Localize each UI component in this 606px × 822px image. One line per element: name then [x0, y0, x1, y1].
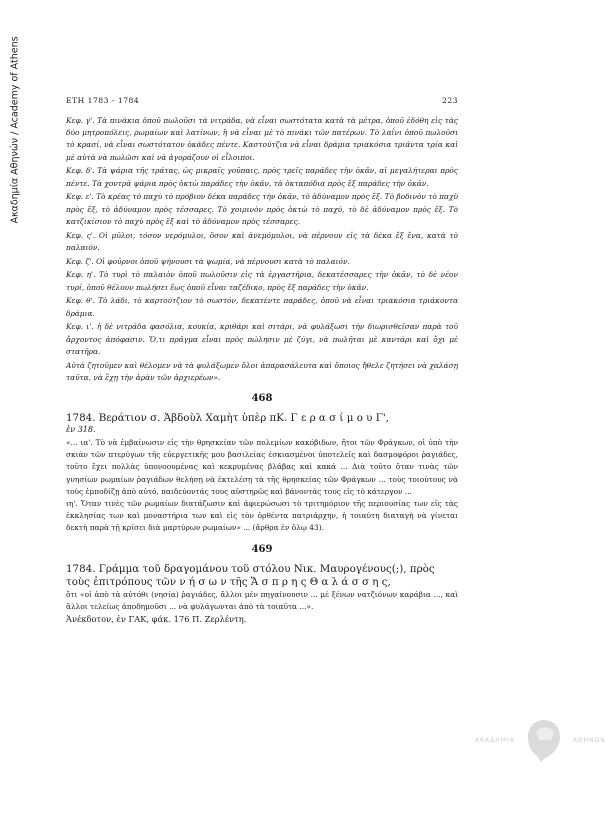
entry-heading-468: 1784. Βεράτιον σ. Ἀβδοὺλ Χαμὴτ ὑπὲρ πΚ. Γ ε ρ α σ ί μ ο υ Γ', — [66, 412, 389, 425]
paragraph-chapter-9: Κεφ. θ'. Τὸ λάδι, τὸ καρτούτζιον τὸ σωστόν, δεκατέντε παράδες, ὁποῦ νὰ εἶναι τριακόσια τριάκοντα δράμια. — [66, 296, 458, 318]
paragraph-chapter-8: Κεφ. η'. Τὸ τυρὶ τὸ παλαιὸν ὁποῦ πωλοῦσιν εἰς τὰ ἐργαστήρια, δεκατέσσαρες τὴν ὀκᾶν, τὸ δὲ νέον τυρί, ὁποῦ θέλουν πωλήσει ἕως ὁποῦ εἶναι ταζέδικο, πρὸς ἕξ παράδες τὴν ὀκᾶν. — [66, 270, 458, 292]
document-number-468: 468 — [251, 393, 273, 405]
paragraph-chapter-7: Κεφ. ζ'. Οἱ φοῦρνοι ὁποῦ ψήνουσι τὰ ψωμία, νὰ πέρνουσι κατὰ τὸ παλαιόν. — [66, 256, 350, 266]
entry-source-469: Ἀνέκδοτον, ἐν ΓΑΚ, φάκ. 176 Π. Ζερλέντη. — [66, 614, 247, 625]
entry-sub-468: ἐν 318. — [66, 425, 96, 435]
document-number-469: 469 — [251, 543, 273, 555]
paragraph-chapter-4: Κεφ. δ'. Τὰ ψάρια τῆς τράτας, ὡς μικραῖς γοῦπαις, πρὸς τρεῖς παράδες τὴν ὀκᾶν, αἱ μεγαλήτεραι πρὸς πέντε. Τὰ χοντρὰ ψάρια πρὸς ὀκτὼ παράδες τὴν ὀκᾶν, τὰ ὀκταπόδια πρὸς ἕξ παράδες τὴν ὀκᾶν. — [66, 166, 458, 188]
entry-quote-468-cont: ιη'. Ὅταν τινὲς τῶν ρωμαίων διατάζωσιν καὶ ἀφιερώσωσι τὸ τριτημόριον τῆς περιουσίας των εἰς τὰς ἐκκλησίας των καὶ μοναστήρια των καὶ εἰς τὸν ὀρθέντα πατριάρχην, ἡ τοιαύτη διαταγὴ νὰ γίνεται δεκτὴ παρὰ τῇ κρίσει διὰ μαρτύρων ρωμαίων» ... (ἄρθρα ἐν ὅλῳ 43). — [66, 499, 458, 533]
paragraph-closing: Αὐτὰ ζητοῦμεν καὶ θέλομεν νὰ τὰ φυλάξωμεν ὅλοι ἀπαρασάλευτα καὶ ὅποιος ἤθελε ζητήσει νὰ χαλάσῃ ταῦτα, νὰ ἔχῃ τὴν ἀρὰν τῶν ἀρχιερέων». — [66, 360, 458, 382]
paragraph-chapter-5: Κεφ. ε'. Τὸ κρέας τὸ παχὺ τὸ πρόβιον δέκα παράδες τὴν ὀκᾶν, τὸ ἀδύναμον πρὸς ἕξ. Τὸ βοδινὸν τὸ παχὺ πρὸς ἕξ, τὸ ἀδύναμον πρὸς τέσσαρες. Τὸ χοιρινὸν πρὸς ὀκτὼ τὸ παχύ, τὸ δὲ ἀδύναμον πρὸς ἕξ. Τὸ κατζικίσιον τὸ παχὺ πρὸς ἕξ καὶ τὸ ἀδύναμον πρὸς τέσσαρες. — [66, 192, 458, 226]
archive-side-label — [0, 0, 30, 260]
athena-head-icon — [523, 716, 565, 764]
running-header — [66, 96, 458, 105]
paragraph-chapter-10: Κεφ. ι'. ἡ δὲ νιτράδα φασόλια, κουκία, κριθάρι καὶ σιτάρι, νὰ φυλάξωσι τὴν διωρισθεῖσαν παρὰ τοῦ ἄρχοντος ἀπόφασιν. Ὅ,τι πρᾶγμα εἶναι πρὸς πώλησιν μὲ ζύγι, νὰ πωλῆται μὲ καντάρι καὶ ὄχι μὲ στατῆρα. — [66, 322, 458, 356]
header-title: ΕΤΗ 1783 - 1784 — [66, 96, 140, 105]
paragraph-chapter-3: Κεφ. γ'. Τὰ πινάκια ὁποῦ πωλοῦσι τὰ νιτράδα, νὰ εἶναι σωστότατα κατὰ τὰ μέτρα, ὁποῦ ἐδόθη εἰς τὰς δύο μητροπόλεις, ρωμαίων καὶ λατίνων, ἢ νὰ εἶναι μὲ τὸ πινάκι τῶν πατέρων. Τὸ λαΐνι ὁποῦ πωλοῦσι τὸ κρασί, νὰ εἶναι σωστότατον ὀκάδες πέντε. Καστούτζια νὰ εἶναι δράμια τριακόσια τριάντα τρία καὶ μὲ αὐτὰ νὰ πωλῶσι καὶ νὰ ἀγοράζουν οἱ εἶλοιποι. — [66, 116, 458, 162]
document-page — [66, 96, 458, 625]
archive-side-text: Ακαδημία Αθηνών / Academy of Athens — [9, 36, 21, 224]
entry-heading-469: 1784. Γράμμα τοῦ δραγομάνου τοῦ στόλου Νικ. Μαυρογένους(;), πρὸς τοὺς ἐπιτρόπους τῶν ν ή σ ω ν τῆς Ἄ σ π ρ η ς Θ α λ ά σ σ η ς, — [66, 562, 435, 588]
watermark-right-text: ΑΘΗΝΩΝ — [572, 736, 606, 744]
entry-quote-469: ὅτι «οἱ ἀπὸ τὰ αὐτόθι (νησία) ῥαγιάδες, ἄλλοι μὲν πηγαίνουσιν ... μὲ ξένων νατζιόνων καράβια ..., καὶ ἄλλοι τελείως ἀποδημοῦσι ... νὰ φυλάγωνται ἀπὸ τὰ τοιαῦτα ...». — [66, 589, 458, 611]
page-number: 223 — [442, 96, 458, 105]
academy-watermark — [475, 710, 605, 770]
entry-quote-468: «... ια'. Τὸ νὰ ἐμβαίνωσιν εἰς τὴν θρησκείαν τῶν πολεμίων κακόβιδων, ἤτοι τῶν Φράγκων, οἱ ὑπὸ τὴν σκιὰν τῶν πτερύγων τῆς εὐεργετικῆς μου βασιλείας ἐσκιασμένοι ὑποτελεῖς καὶ δασμοφόροι ῥαγιάδες, τοῦτο ἔχει πολλὰς ὑπονοουμένας καὶ κεκρυμένας βλάβας καὶ κακά ... Διὰ τοῦτο ὅταν τινὰς τῶν γνησίων ρωμαίων ῥαγιάδων θελήσῃ νὰ ἐκτελέσῃ τὰ τῆς θρησκείας τῶν Φράγκων ... τοὺς τοιούτους νὰ τοὺς ἐμποδίζῃ ἀπὸ αὐτό, παιδεύοντάς τους αὐστηρῶς καὶ βάνοντάς τους εἰς τὸ κάτεργον ... — [66, 438, 458, 496]
watermark-left-text: ΑΚΑΔΗΜΙΑ — [475, 736, 515, 744]
paragraph-chapter-6: Κεφ. ς'. Οἱ μῦλοι, τόσον νερόμυλοι, ὅσον καὶ ἀνεμόμυλοι, νὰ πέρνουν εἰς τὰ δέκα ἕξ ἕνα, κατὰ τὸ παλαιόν. — [66, 230, 458, 252]
